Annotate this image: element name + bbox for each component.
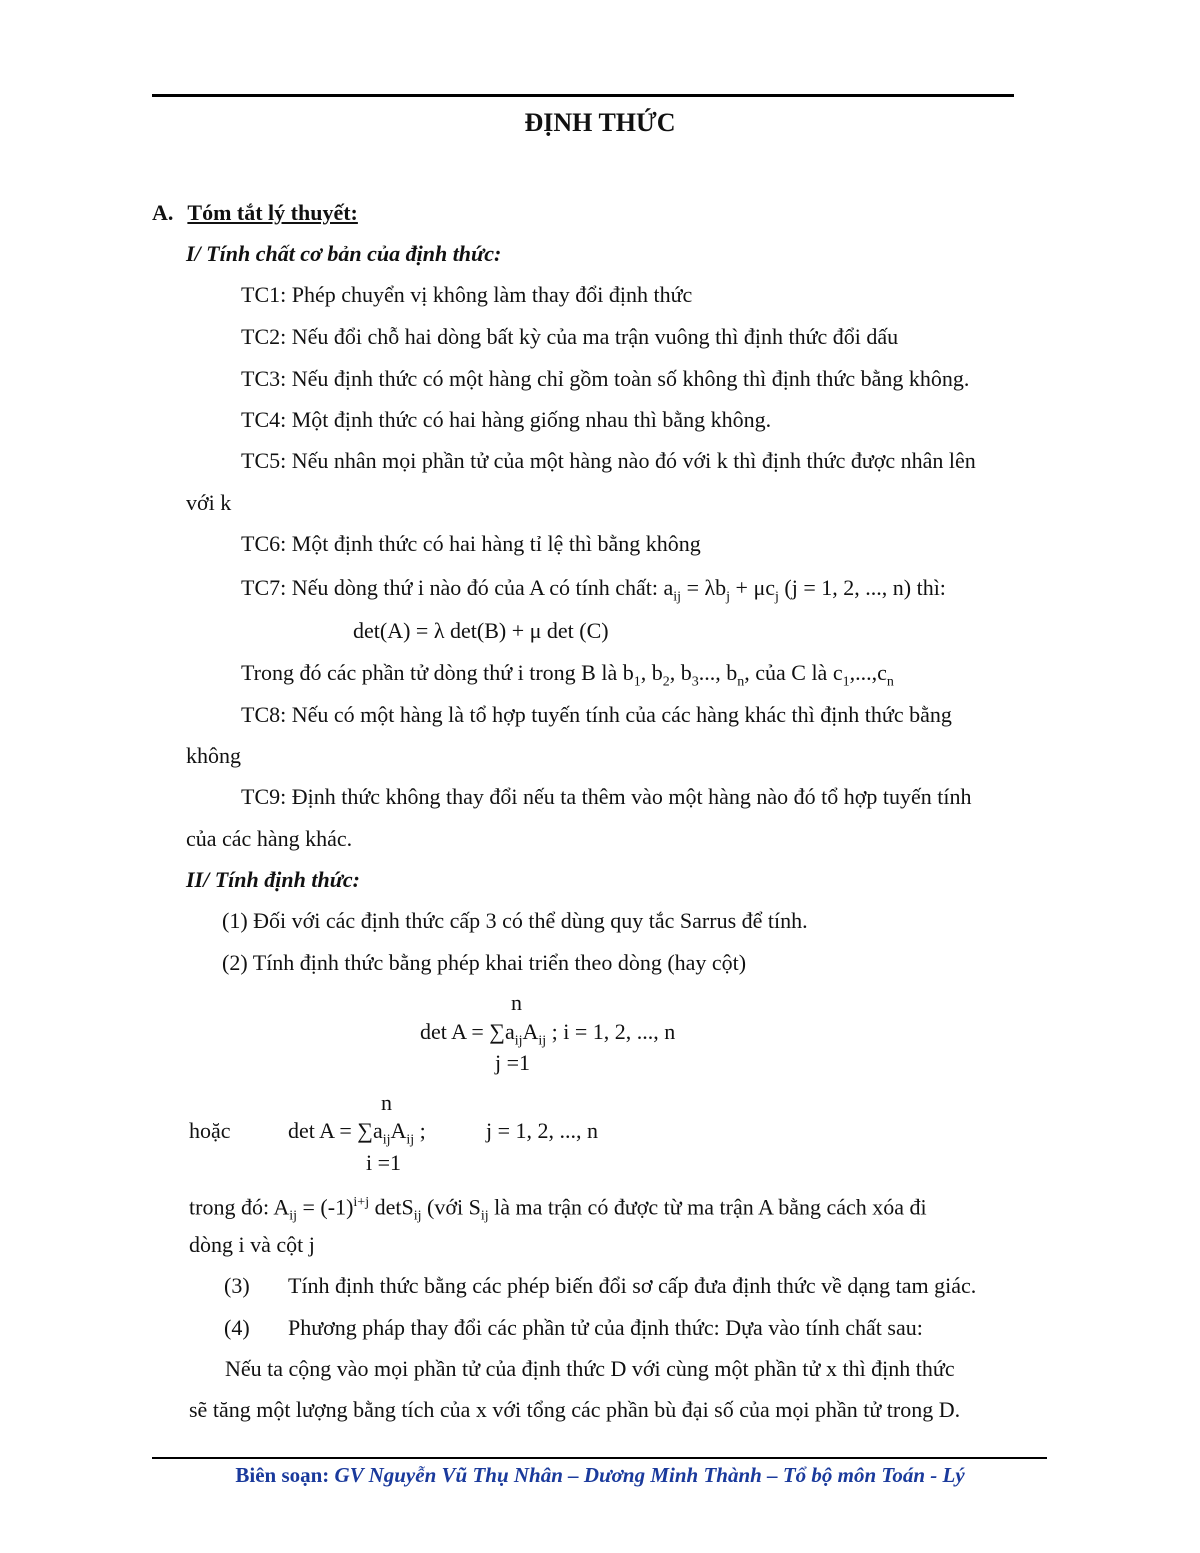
- footer-rule: [152, 1457, 1047, 1459]
- cofactor-expansion-row-formula: $\det A = \sum a_{ij}A_{ij}$ ; i = 1, 2, ..., n: [420, 1019, 676, 1049]
- trong-do-text: Trong đó các phần tử dòng thứ i trong B là $b_1$, $b_2$, $b_3$..., $b_n$, của C là $c_1,...,c_n$: [241, 660, 894, 690]
- section-a-letter: A.: [152, 200, 174, 225]
- section-a-heading: [152, 200, 358, 226]
- tc3-text: TC3: Nếu định thức có một hàng chỉ gồm toàn số không thì định thức bằng không.: [241, 366, 970, 391]
- property-text-line1: Nếu ta cộng vào mọi phần tử của định thức D với cùng một phần tử x thì định thức: [225, 1356, 955, 1381]
- sigma-symbol: ∑: [357, 1118, 373, 1143]
- cofactor-expansion-column-formula: $\det A = \sum a_{ij}A_{ij}$ ;: [288, 1118, 426, 1148]
- sigma-symbol: ∑: [489, 1019, 505, 1044]
- method-4-number: (4): [224, 1315, 250, 1340]
- part2-heading: II/ Tính định thức:: [186, 867, 360, 892]
- tc8-text-line1: TC8: Nếu có một hàng là tổ hợp tuyến tính của các hàng khác thì định thức bằng: [241, 702, 952, 727]
- method-3-text: Tính định thức bằng các phép biến đổi sơ cấp đưa định thức về dạng tam giác.: [288, 1273, 977, 1298]
- tc1-text: TC1: Phép chuyển vị không làm thay đổi định thức: [241, 282, 693, 307]
- sum1-lower-limit: j =1: [495, 1050, 531, 1075]
- method-2-text: (2) Tính định thức bằng phép khai triển theo dòng (hay cột): [222, 950, 747, 975]
- section-a-title: Tóm tắt lý thuyết:: [187, 200, 358, 225]
- tc4-text: TC4: Một định thức có hai hàng giống nhau thì bằng không.: [241, 407, 772, 432]
- page-title: ĐỊNH THỨC: [524, 108, 676, 137]
- part1-heading: I/ Tính chất cơ bản của định thức:: [186, 241, 502, 266]
- sum1-upper-limit: n: [511, 990, 522, 1015]
- property-text-line2: sẽ tăng một lượng bằng tích của x với tổng các phần bù đại số của mọi phần tử trong D.: [189, 1397, 961, 1422]
- cofactor-definition-line2: dòng i và cột j: [189, 1232, 315, 1257]
- footer-label: Biên soạn:: [235, 1463, 330, 1487]
- footer-credit: [0, 1462, 1200, 1488]
- method-3-number: (3): [224, 1273, 250, 1298]
- hoac-text: hoặc: [189, 1118, 231, 1143]
- method-4-text: Phương pháp thay đổi các phần tử của định thức: Dựa vào tính chất sau:: [288, 1315, 923, 1340]
- tc9-text-line1: TC9: Định thức không thay đổi nếu ta thêm vào một hàng nào đó tổ hợp tuyến tính: [241, 784, 972, 809]
- column-index-range: j = 1, 2, ..., n: [486, 1118, 599, 1143]
- tc9-text-line2: của các hàng khác.: [186, 826, 353, 851]
- method-1-text: (1) Đối với các định thức cấp 3 có thể dùng quy tắc Sarrus để tính.: [222, 908, 808, 933]
- tc5-text-line2: với k: [186, 490, 232, 515]
- tc5-text-line1: TC5: Nếu nhân mọi phần tử của một hàng nào đó với k thì định thức được nhân lên: [241, 448, 976, 473]
- cofactor-definition-line1: trong đó: $A_{ij} = (-1)^{i+j}$ detS$_{ij}$ (với $S_{ij}$ là ma trận có được từ ma trận A bằng cách xóa đi: [189, 1194, 927, 1224]
- tc2-text: TC2: Nếu đổi chỗ hai dòng bất kỳ của ma trận vuông thì định thức đổi dấu: [241, 324, 899, 349]
- tc6-text: TC6: Một định thức có hai hàng tỉ lệ thì bằng không: [241, 531, 701, 556]
- tc7-text: TC7: Nếu dòng thứ i nào đó của A có tính chất: $a_{ij} = \lambda b_j + \mu c_j$ (j = 1, 2, ..., n) thì:: [241, 575, 946, 605]
- sum2-lower-limit: i =1: [366, 1150, 402, 1175]
- header-rule: [152, 94, 1014, 97]
- sum2-upper-limit: n: [381, 1090, 392, 1115]
- det-linear-formula: det(A) = λ det(B) + μ det (C): [353, 618, 609, 643]
- tc8-text-line2: không: [186, 743, 241, 768]
- footer-authors: GV Nguyễn Vũ Thụ Nhân – Dương Minh Thành – Tổ bộ môn Toán - Lý: [329, 1463, 965, 1487]
